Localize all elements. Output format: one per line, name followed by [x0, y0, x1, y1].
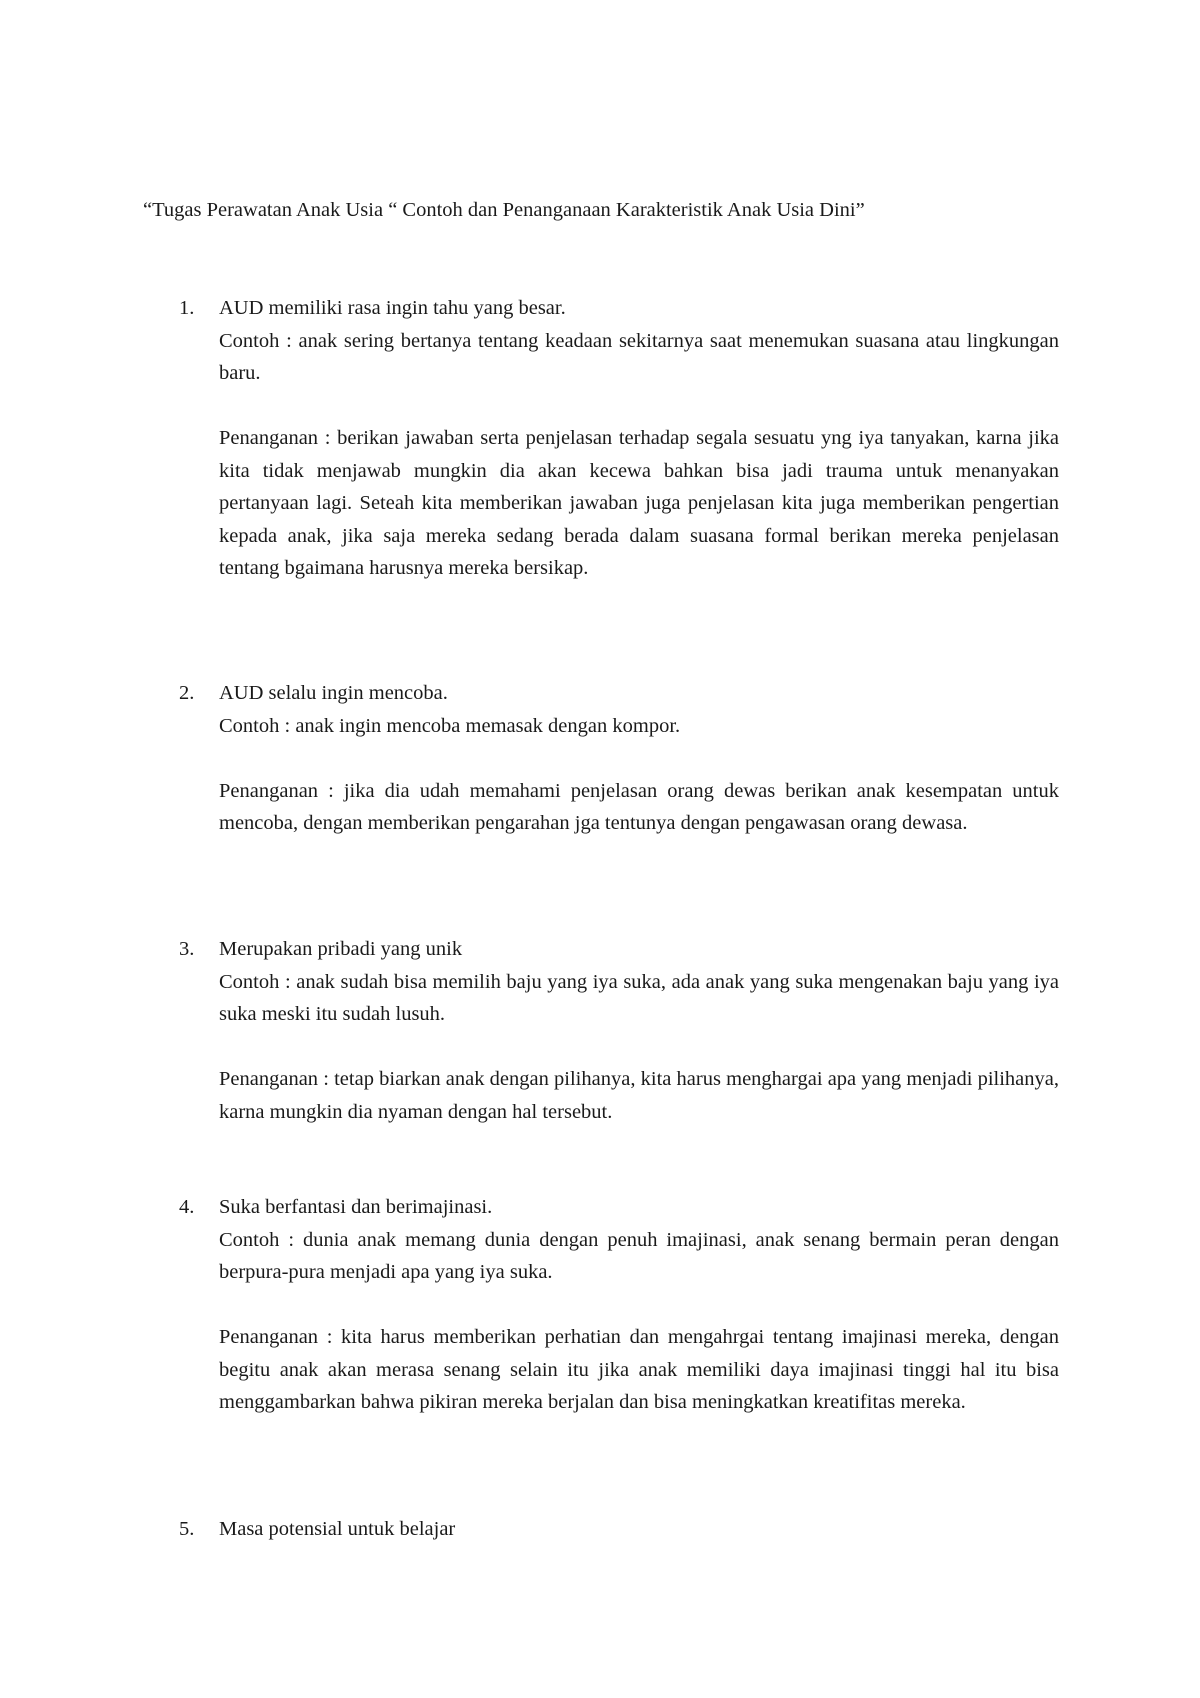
handling-paragraph: Penanganan : jika dia udah memahami penjelasan orang dewas berikan anak kesempatan untuk mencoba, dengan memberikan pengarahan jga tentunya dengan pengawasan orang dewasa. [219, 779, 1059, 834]
list-item [179, 1513, 1059, 1546]
list-item-body [219, 1191, 1059, 1419]
list-item-body [219, 933, 1059, 1128]
list-item-heading: Suka berfantasi dan berimajinasi. [219, 1196, 493, 1218]
list-item-number: 1. [179, 297, 195, 319]
list-item [179, 933, 1059, 1128]
list-item-body [219, 677, 1059, 840]
example-paragraph: Contoh : anak sudah bisa memilih baju yang iya suka, ada anak yang suka mengenakan baju yang iya suka meski itu sudah lusuh. [219, 970, 1059, 1025]
list-item-heading: AUD memiliki rasa ingin tahu yang besar. [219, 297, 566, 319]
list-item [179, 677, 1059, 840]
example-paragraph: Contoh : anak ingin mencoba memasak dengan kompor. [219, 714, 681, 737]
handling-paragraph: Penanganan : tetap biarkan anak dengan pilihanya, kita harus menghargai apa yang menjadi pilihanya, karna mungkin dia nyaman dengan hal tersebut. [219, 1068, 1059, 1123]
example-paragraph: Contoh : dunia anak memang dunia dengan penuh imajinasi, anak senang bermain peran dengan berpura-pura menjadi apa yang iya suka. [219, 1228, 1059, 1283]
list-item-number: 3. [179, 938, 195, 960]
handling-paragraph: Penanganan : kita harus memberikan perhatian dan mengahrgai tentang imajinasi mereka, dengan begitu anak akan merasa senang selain itu jika anak memiliki daya imajinasi tinggi hal itu bisa menggambarkan bahwa pikiran mereka berjalan dan bisa meningkatkan kreatifitas mereka. [219, 1326, 1059, 1413]
list-item-body [219, 292, 1059, 585]
handling-paragraph: Penanganan : berikan jawaban serta penjelasan terhadap segala sesuatu yng iya tanyakan, karna jika kita tidak menjawab mungkin dia akan kecewa bahkan bisa jadi trauma untuk menanyakan pertanyaan lagi. Seteah kita memberikan jawaban juga penjelasan kita juga memberikan pengertian kepada anak, jika saja mereka sedang berada dalam suasana formal berikan mereka penjelasan tentang bgaimana harusnya mereka bersikap. [219, 427, 1059, 579]
list-item [179, 292, 1059, 585]
list-item-heading: Masa potensial untuk belajar [219, 1518, 456, 1540]
list-item-body [219, 1513, 1059, 1546]
list-item-heading: AUD selalu ingin mencoba. [219, 682, 448, 704]
list-item-number: 2. [179, 682, 195, 704]
list-item-number: 4. [179, 1196, 195, 1218]
list-item [179, 1191, 1059, 1419]
list-item-heading: Merupakan pribadi yang unik [219, 938, 463, 960]
list-item-number: 5. [179, 1518, 195, 1540]
document-title: “Tugas Perawatan Anak Usia “ Contoh dan Penanganaan Karakteristik Anak Usia Dini” [143, 199, 865, 221]
example-paragraph: Contoh : anak sering bertanya tentang keadaan sekitarnya saat menemukan suasana atau lingkungan baru. [219, 329, 1059, 384]
